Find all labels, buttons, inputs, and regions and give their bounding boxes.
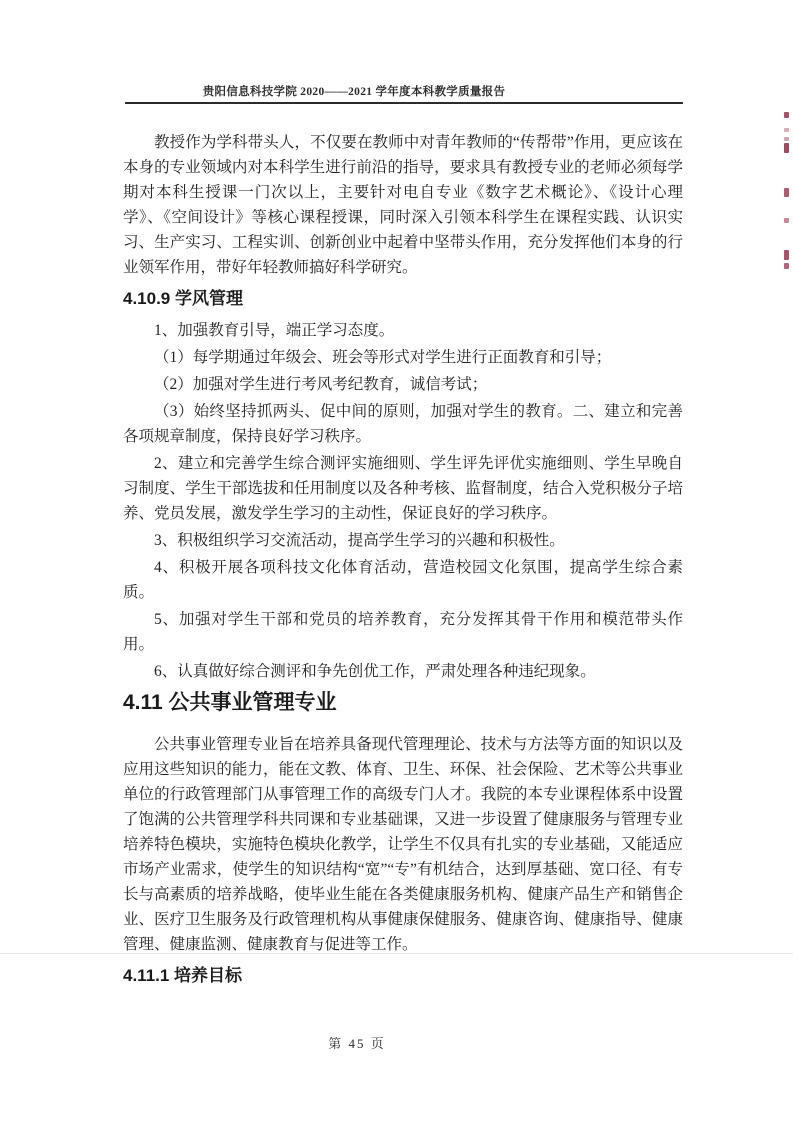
scan-mark-8 bbox=[784, 263, 789, 269]
list-subitem-1: （1）每学期通过年级会、班会等形式对学生进行正面教育和引导； bbox=[154, 349, 612, 366]
scan-mark-5 bbox=[784, 188, 789, 197]
scan-mark-4 bbox=[784, 143, 789, 153]
scan-mark-3 bbox=[784, 137, 789, 141]
document-content bbox=[123, 130, 683, 995]
header-rule bbox=[125, 102, 683, 104]
heading-4-11-1-training-goal: 4.11.1 培养目标 bbox=[123, 966, 243, 985]
heading-4-11-public-admin: 4.11 公共事业管理专业 bbox=[123, 691, 337, 714]
list-item-4: 4、积极开展各项科技文化体育活动，营造校园文化氛围，提高学生综合素质。 bbox=[123, 559, 683, 601]
list-subitem-3: （3）始终坚持抓两头、促中间的原则，加强对学生的教育。二、建立和完善各项规章制度，保持良好学习秩序。 bbox=[123, 403, 683, 445]
scan-mark-2 bbox=[784, 128, 789, 132]
page-footer: 第 45 页 bbox=[328, 1036, 386, 1051]
list-item-1: 1、加强教育引导，端正学习态度。 bbox=[154, 322, 395, 339]
list-item-6: 6、认真做好综合测评和争先创优工作，严肃处理各种违纪现象。 bbox=[154, 663, 596, 680]
scan-mark-1 bbox=[784, 112, 789, 118]
header-title: 贵阳信息科技学院 2020——2021 学年度本科教学质量报告 bbox=[202, 86, 506, 98]
scan-mark-7 bbox=[784, 250, 789, 260]
scan-mark-6 bbox=[784, 218, 789, 223]
list-subitem-2: （2）加强对学生进行考风考纪教育，诚信考试； bbox=[154, 376, 488, 393]
list-item-2: 2、建立和完善学生综合测评实施细则、学生评先评优实施细则、学生早晚自习制度、学生干部选拔和任用制度以及各种考核、监督制度，结合入党积极分子培养、党员发展，激发学生学习的主动性，保证良好的学习秩序。 bbox=[123, 455, 683, 522]
list-item-3: 3、积极组织学习交流活动，提高学生学习的兴趣和积极性。 bbox=[154, 532, 565, 549]
list-item-5: 5、加强对学生干部和党员的培养教育，充分发挥其骨干作用和模范带头作用。 bbox=[123, 611, 683, 653]
paragraph-public-admin: 公共事业管理专业旨在培养具备现代管理理论、技术与方法等方面的知识以及应用这些知识的能力，能在文教、体育、卫生、环保、社会保险、艺术等公共事业单位的行政管理部门从事管理工作的高级专门人才。我院的本专业课程体系中设置了饱满的公共管理学科共同课和专业基础课，又进一步设置了健康服务与管理专业培养特色模块，实施特色模块化教学，让学生不仅具有扎实的专业基础，又能适应市场产业需求，使学生的知识结构“宽”“专”有机结合，达到厚基础、宽口径、有专长与高素质的培养战略，使毕业生能在各类健康服务机构、健康产品生产和销售企业、医疗卫生服务及行政管理机构从事健康保健服务、健康咨询、健康指导、健康管理、健康监测、健康教育与促进等工作。 bbox=[123, 736, 683, 953]
paragraph-professor-role: 教授作为学科带头人，不仅要在教师中对青年教师的“传帮带”作用，更应该在本身的专业领域内对本科学生进行前沿的指导，要求具有教授专业的老师必须每学期对本科生授课一门次以上，主要针对电自专业《数字艺术概论》、《设计心理学》、《空间设计》等核心课程授课，同时深入引领本科学生在课程实践、认识实习、生产实习、工程实训、创新创业中起着中坚带头作用，充分发挥他们本身的行业领军作用，带好年轻教师搞好科学研究。 bbox=[123, 134, 683, 276]
scan-artifact-line bbox=[0, 953, 793, 954]
heading-4-10-9-study-style: 4.10.9 学风管理 bbox=[123, 289, 243, 308]
